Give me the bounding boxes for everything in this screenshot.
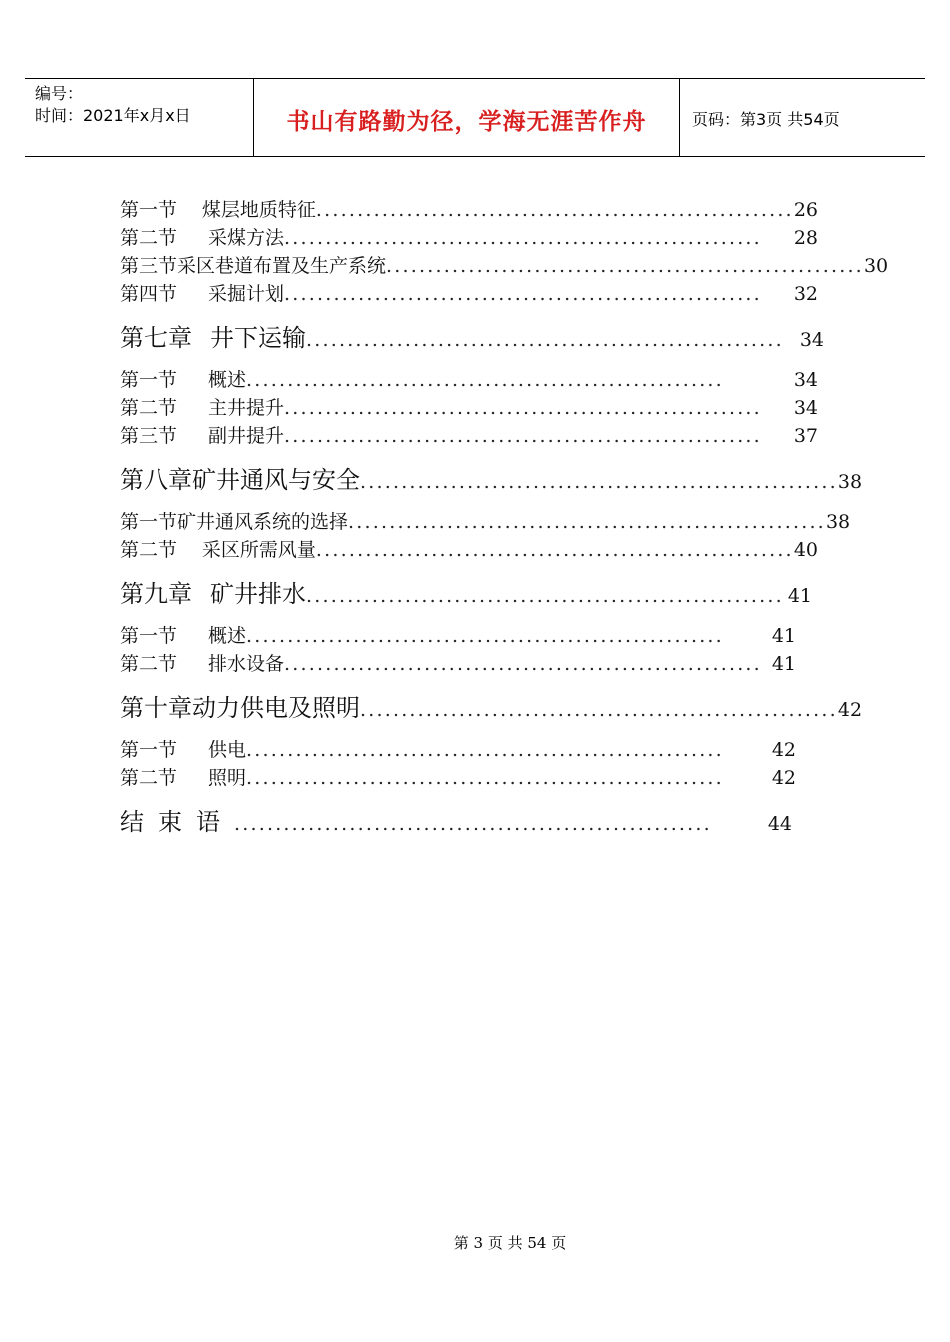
toc-conclusion-page: 44 xyxy=(767,813,792,835)
toc-dot-leader: .......................................................... xyxy=(360,471,838,493)
toc-entry-page: 41 xyxy=(771,625,796,647)
toc-entry-number: 第一节 xyxy=(120,199,178,221)
toc-entry-number: 第二节 xyxy=(120,653,178,675)
toc-entry-page: 37 xyxy=(793,425,818,447)
toc-entry-page: 42 xyxy=(771,767,796,789)
toc-entry-title: 煤层地质特征 xyxy=(201,199,316,221)
toc-chapter-number: 第九章 xyxy=(120,580,192,608)
toc-chapter-page: 42 xyxy=(837,699,863,721)
toc-entry-page: 28 xyxy=(793,227,818,249)
header-page-cell xyxy=(680,79,925,156)
toc-entry[interactable] xyxy=(120,649,796,675)
toc-entry[interactable] xyxy=(120,365,818,391)
toc-entry-number: 第二节 xyxy=(120,539,178,561)
toc-entry[interactable] xyxy=(120,621,796,647)
toc-entry[interactable] xyxy=(120,251,889,277)
toc-chapter-page: 38 xyxy=(837,471,863,493)
toc-entry[interactable] xyxy=(120,223,818,249)
toc-chapter[interactable] xyxy=(120,460,863,494)
toc-entry-page: 26 xyxy=(793,199,818,221)
toc-entry-title: 照明 xyxy=(208,767,247,789)
toc-entry-number: 第三节 xyxy=(120,425,178,447)
toc-entry-number: 第三节 xyxy=(120,255,178,277)
toc-conclusion[interactable] xyxy=(120,802,792,834)
toc-entry-number: 第一节 xyxy=(120,739,178,761)
toc-entry[interactable] xyxy=(120,421,818,447)
toc-entry-page: 42 xyxy=(771,739,796,761)
toc-chapter-number: 第七章 xyxy=(120,324,192,352)
toc-dot-leader: .......................................................... xyxy=(348,511,826,533)
toc-dot-leader: .......................................................... xyxy=(234,813,712,835)
toc-entry-title: 副井提升 xyxy=(208,425,285,447)
header-page-info: 页码：第3页 共54页 xyxy=(692,110,840,129)
toc-dot-leader: .......................................................... xyxy=(284,283,762,305)
toc-chapter-title: 井下运输 xyxy=(210,324,306,352)
toc-entry-title: 概述 xyxy=(208,369,247,391)
toc-entry-title: 矿井通风系统的选择 xyxy=(177,511,349,533)
toc-entry-page: 32 xyxy=(793,283,818,305)
toc-dot-leader: .......................................................... xyxy=(360,699,838,721)
toc-dot-leader: .......................................................... xyxy=(246,369,724,391)
toc-dot-leader: .......................................................... xyxy=(284,227,762,249)
toc-chapter[interactable] xyxy=(120,688,863,722)
toc-entry-number: 第一节 xyxy=(120,511,178,533)
toc-entry-title: 供电 xyxy=(208,739,247,761)
toc-entry[interactable] xyxy=(120,393,818,419)
toc-entry[interactable] xyxy=(120,535,818,561)
toc-chapter[interactable] xyxy=(120,574,812,606)
toc-entry-number: 第二节 xyxy=(120,227,178,249)
document-number: 编号： xyxy=(35,84,84,103)
toc-entry[interactable] xyxy=(120,195,818,221)
toc-chapter-page: 34 xyxy=(799,329,824,351)
toc-dot-leader: .......................................................... xyxy=(306,329,784,351)
toc-chapter[interactable] xyxy=(120,318,824,350)
toc-entry-number: 第一节 xyxy=(120,369,178,391)
toc-conclusion-title: 结束语 xyxy=(120,808,234,836)
toc-dot-leader: .......................................................... xyxy=(315,199,794,221)
toc-entry-title: 概述 xyxy=(208,625,247,647)
motto-text: 书山有路勤为径，学海无涯苦作舟 xyxy=(286,109,647,135)
toc-chapter-title: 矿井排水 xyxy=(210,580,306,608)
toc-entry-page: 40 xyxy=(793,539,818,561)
toc-chapter-title: 动力供电及照明 xyxy=(192,694,360,722)
toc-entry-title: 采掘计划 xyxy=(208,283,285,305)
toc-entry-title: 采煤方法 xyxy=(208,227,285,249)
toc-entry[interactable] xyxy=(120,279,818,305)
toc-entry[interactable] xyxy=(120,507,851,533)
document-time: 时间：2021年x月x日 xyxy=(35,106,191,125)
toc-entry[interactable] xyxy=(120,735,796,761)
toc-entry-number: 第四节 xyxy=(120,283,178,305)
toc-dot-leader: .......................................................... xyxy=(246,739,724,761)
header-meta-cell xyxy=(25,79,254,156)
toc-entry-title: 采区巷道布置及生产系统 xyxy=(177,255,387,277)
toc-chapter-number: 第八章 xyxy=(120,466,192,494)
toc-entry-page: 34 xyxy=(793,397,818,419)
page-footer: 第 3 页 共 54 页 xyxy=(453,1234,567,1252)
toc-entry-title: 采区所需风量 xyxy=(201,539,316,561)
toc-dot-leader: .......................................................... xyxy=(246,625,724,647)
toc-dot-leader: .......................................................... xyxy=(306,585,784,607)
toc-entry[interactable] xyxy=(120,763,796,789)
toc-entry-page: 34 xyxy=(793,369,818,391)
toc-entry-number: 第二节 xyxy=(120,397,178,419)
toc-dot-leader: .......................................................... xyxy=(284,397,762,419)
toc-entry-number: 第二节 xyxy=(120,767,178,789)
toc-chapter-page: 41 xyxy=(787,585,812,607)
header-motto-cell xyxy=(254,79,680,156)
toc-dot-leader: .......................................................... xyxy=(246,767,724,789)
toc-chapter-number: 第十章 xyxy=(120,694,192,722)
toc-entry-page: 38 xyxy=(825,511,851,533)
toc-entry-title: 主井提升 xyxy=(208,397,285,419)
toc-dot-leader: .......................................................... xyxy=(386,255,864,277)
toc-dot-leader: .......................................................... xyxy=(284,425,762,447)
toc-chapter-title: 矿井通风与安全 xyxy=(192,466,360,494)
toc-entry-page: 30 xyxy=(863,255,889,277)
toc-entry-number: 第一节 xyxy=(120,625,178,647)
toc-dot-leader: .......................................................... xyxy=(284,653,762,675)
toc-dot-leader: .......................................................... xyxy=(315,539,794,561)
toc-entry-title: 排水设备 xyxy=(208,653,285,675)
toc-entry-page: 41 xyxy=(771,653,796,675)
page-header xyxy=(25,78,925,157)
